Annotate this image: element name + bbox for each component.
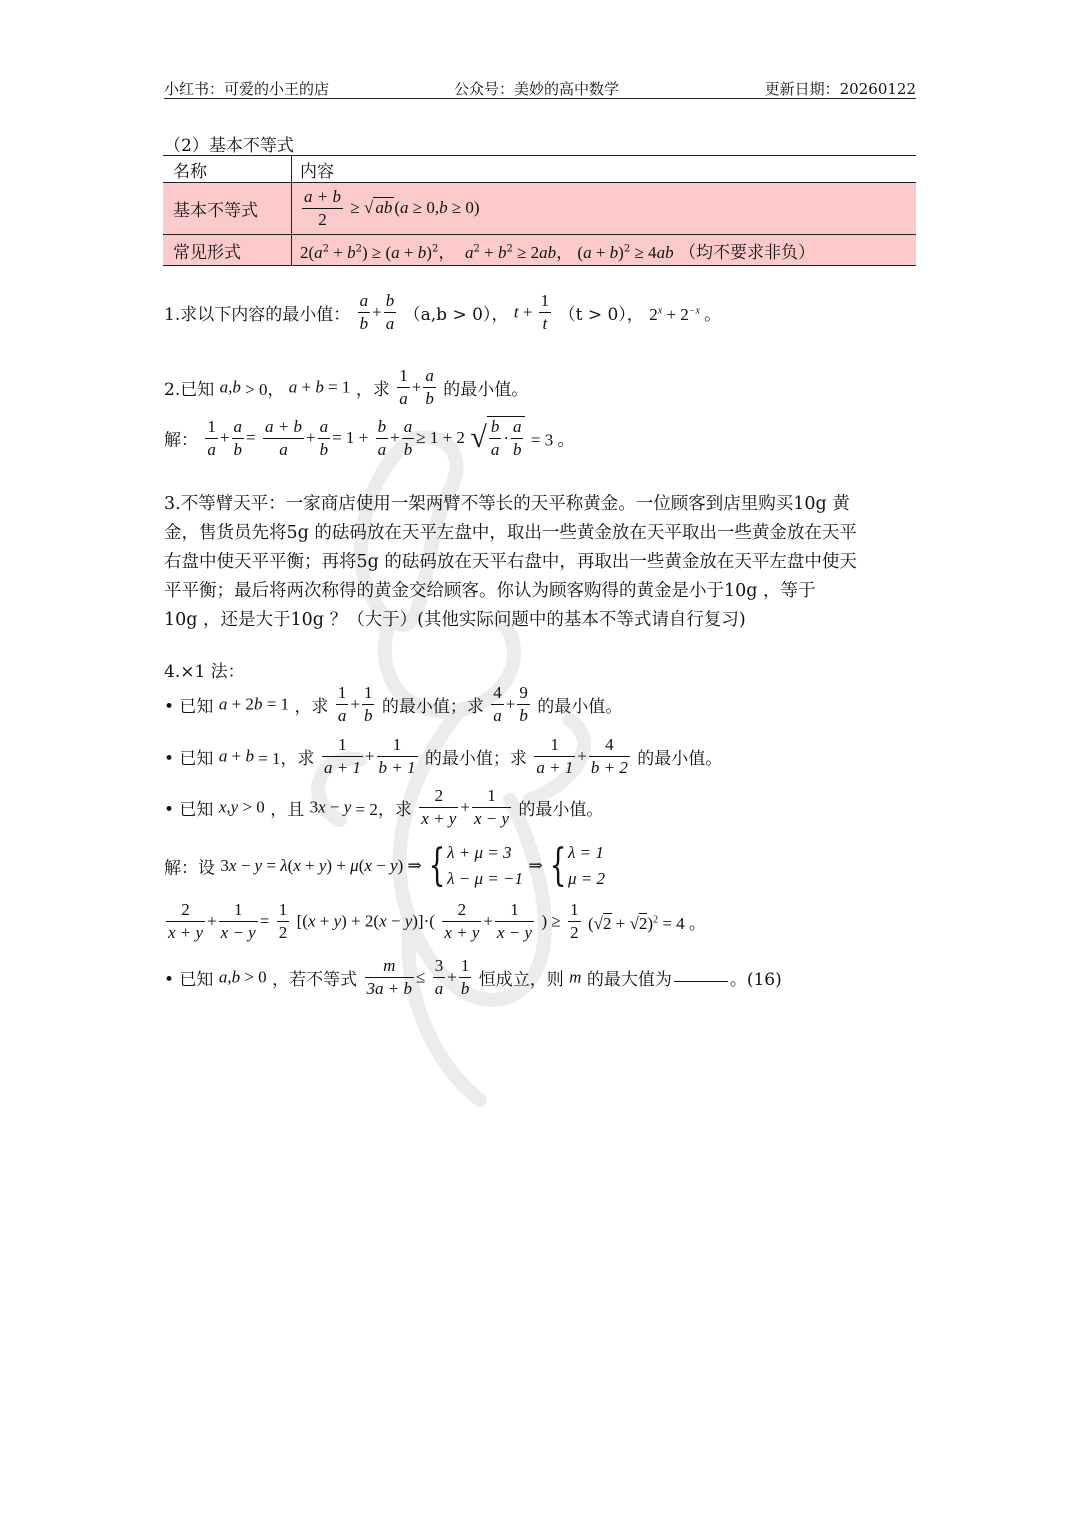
table-row-basic-name: 基本不等式 bbox=[163, 183, 292, 235]
question-2-sol-label: 解： bbox=[164, 430, 198, 451]
table-col-content: 内容 bbox=[292, 156, 917, 183]
q4-b3-tail: 的最小值。 bbox=[518, 800, 604, 820]
q4-b2-tail1: 的最小值；求 bbox=[424, 749, 527, 769]
page-header bbox=[164, 78, 916, 99]
question-3-line-3: 右盘中使天平平衡；再将5g 的砝码放在天平右盘中，再取出一些黄金放在天平左盘中使天 bbox=[164, 552, 857, 572]
question-4-solution-1: 解：设 3x − y = λ(x + y) + μ(x − y) ⇒ { λ + μ = 3 λ − μ = −1 ⇒ { λ = 1 μ = 2 bbox=[164, 840, 606, 891]
q4-b1-pre: • 已知 bbox=[164, 697, 214, 717]
inequality-table bbox=[163, 155, 916, 266]
header-center: 公众号：美妙的高中数学 bbox=[454, 80, 620, 98]
question-3 bbox=[164, 490, 916, 635]
header-right: 更新日期：20260122 bbox=[764, 80, 916, 98]
q4-b3-mid: ，且 bbox=[270, 800, 305, 820]
question-4-bullet-1: • 已知 a + 2b = 1 ，求 $\frac{1}{a}$ + $\frac{1}{b}$ 的最小值；求 $\frac{4}{a}$ + $\frac{9}{b}$ 的最小值。 bbox=[164, 683, 623, 725]
question-2-solution: 解： $\frac{1}{a}$ + $\frac{a}{b}$ = $\frac{a + b}{a}$ + $\frac{a}{b}$ = 1 + $\frac{b}{a}$ + $\frac{a}{b}$ ≥ 1 + 2 √ $\frac{b}{a}$ · $\frac{a}{b}$ = 3 。 bbox=[164, 416, 575, 459]
q4-sol-pre: 解：设 bbox=[164, 858, 215, 879]
q4-b2-tail2: 的最小值。 bbox=[637, 749, 723, 769]
question-4-bullet-4: • 已知 a,b > 0 ，若不等式 $\frac{m}{3a + b}$ ≤ $\frac{3}{a}$ + $\frac{1}{b}$ 恒成立，则 m 的最大值为 。(16) bbox=[164, 956, 782, 998]
question-2: 2.已知 a,b > 0， a + b = 1 ，求 $\frac{1}{a}$ + $\frac{a}{b}$ 的最小值。 bbox=[164, 366, 529, 408]
q4-b4-ans: 。(16) bbox=[729, 970, 782, 990]
header-left: 小红书：可爱的小王的店 bbox=[164, 80, 330, 98]
question-1-cond1: （a,b > 0） bbox=[403, 305, 492, 325]
q4-b1-tail2: 的最小值。 bbox=[537, 697, 623, 717]
question-2-tail: 的最小值。 bbox=[443, 380, 529, 400]
question-4-solution-2: $\frac{2}{x + y}$ + $\frac{1}{x - y}$ = $\frac{1}{2}$ [(x + y) + 2(x − y)]·( $\frac{2}{x + y}$ + $\frac{1}{x - y}$ ) ≥ $\frac{1}{2}$ $(√2 + √2)^2 = 4$ 。 bbox=[168, 900, 706, 942]
table-row-basic-formula: $\frac{a + b}{2}$ ≥ √ ab (a ≥ 0,b ≥ 0) bbox=[292, 183, 917, 235]
table-row-common bbox=[163, 235, 916, 266]
question-4-bullet-3: • 已知 x,y > 0 ，且 3x − y = 2，求 $\frac{2}{x + y}$ + $\frac{1}{x - y}$ 的最小值。 bbox=[164, 786, 604, 828]
table-row-basic bbox=[163, 183, 916, 235]
q4-b4-tail: 的最大值为 bbox=[586, 970, 672, 990]
q4-b2-pre: • 已知 bbox=[164, 749, 214, 769]
table-header-row bbox=[163, 156, 916, 183]
table-row-common-formula: $2(a^2 + b^2) \ge (a + b)^2$， $a^2 + b^2 \ge 2ab$， $(a + b)^2 \ge 4ab$ （均不要求非负） bbox=[292, 235, 917, 266]
question-1: 1.求以下内容的最小值： $\frac{a}{b}$ + $\frac{b}{a}$ （a,b > 0）， t + $\frac{1}{t}$ （t > 0）， $2^x + 2^{-x}$ 。 bbox=[164, 291, 722, 333]
section-title: （2）基本不等式 bbox=[164, 136, 294, 156]
question-4-bullet-2: • 已知 a + b = 1，求 $\frac{1}{a + 1}$ + $\frac{1}{b + 1}$ 的最小值；求 $\frac{1}{a + 1}$ + $\frac{4}{b + 2}$ 的最小值。 bbox=[164, 735, 723, 777]
q4-b4-mid2: 恒成立，则 bbox=[478, 970, 564, 990]
table-row-common-name: 常见形式 bbox=[163, 235, 292, 266]
q4-b1-mid: ，求 bbox=[294, 697, 329, 717]
question-2-mid: ，求 bbox=[355, 380, 390, 400]
question-3-line-2: 金，售货员先将5g 的砝码放在天平左盘中，取出一些黄金放在天平取出一些黄金放在天平 bbox=[164, 523, 857, 543]
q4-b4-mid: ，若不等式 bbox=[272, 970, 358, 990]
answer-blank bbox=[674, 981, 728, 982]
question-1-label: 1.求以下内容的最小值： bbox=[164, 305, 351, 325]
table-col-name: 名称 bbox=[163, 156, 292, 183]
question-2-label: 2.已知 bbox=[164, 380, 215, 400]
question-4-label: 4.×1 法： bbox=[164, 662, 245, 682]
question-3-line-4: 平平衡；最后将两次称得的黄金交给顾客。你认为顾客购得的黄金是小于10g ，等于 bbox=[164, 581, 816, 601]
q4-b4-pre: • 已知 bbox=[164, 970, 214, 990]
question-3-line-1: 3.不等臂天平：一家商店使用一架两臂不等长的天平称黄金。一位顾客到店里购买10g 黄 bbox=[164, 494, 850, 514]
q4-b3-pre: • 已知 bbox=[164, 800, 214, 820]
question-1-cond2: （t > 0） bbox=[558, 305, 627, 325]
table-row-common-note: （均不要求非负） bbox=[678, 242, 815, 263]
q4-b1-tail1: 的最小值；求 bbox=[381, 697, 484, 717]
question-3-line-5: 10g ，还是大于10g ？（大于）(其他实际问题中的基本不等式请自行复习) bbox=[164, 610, 746, 630]
